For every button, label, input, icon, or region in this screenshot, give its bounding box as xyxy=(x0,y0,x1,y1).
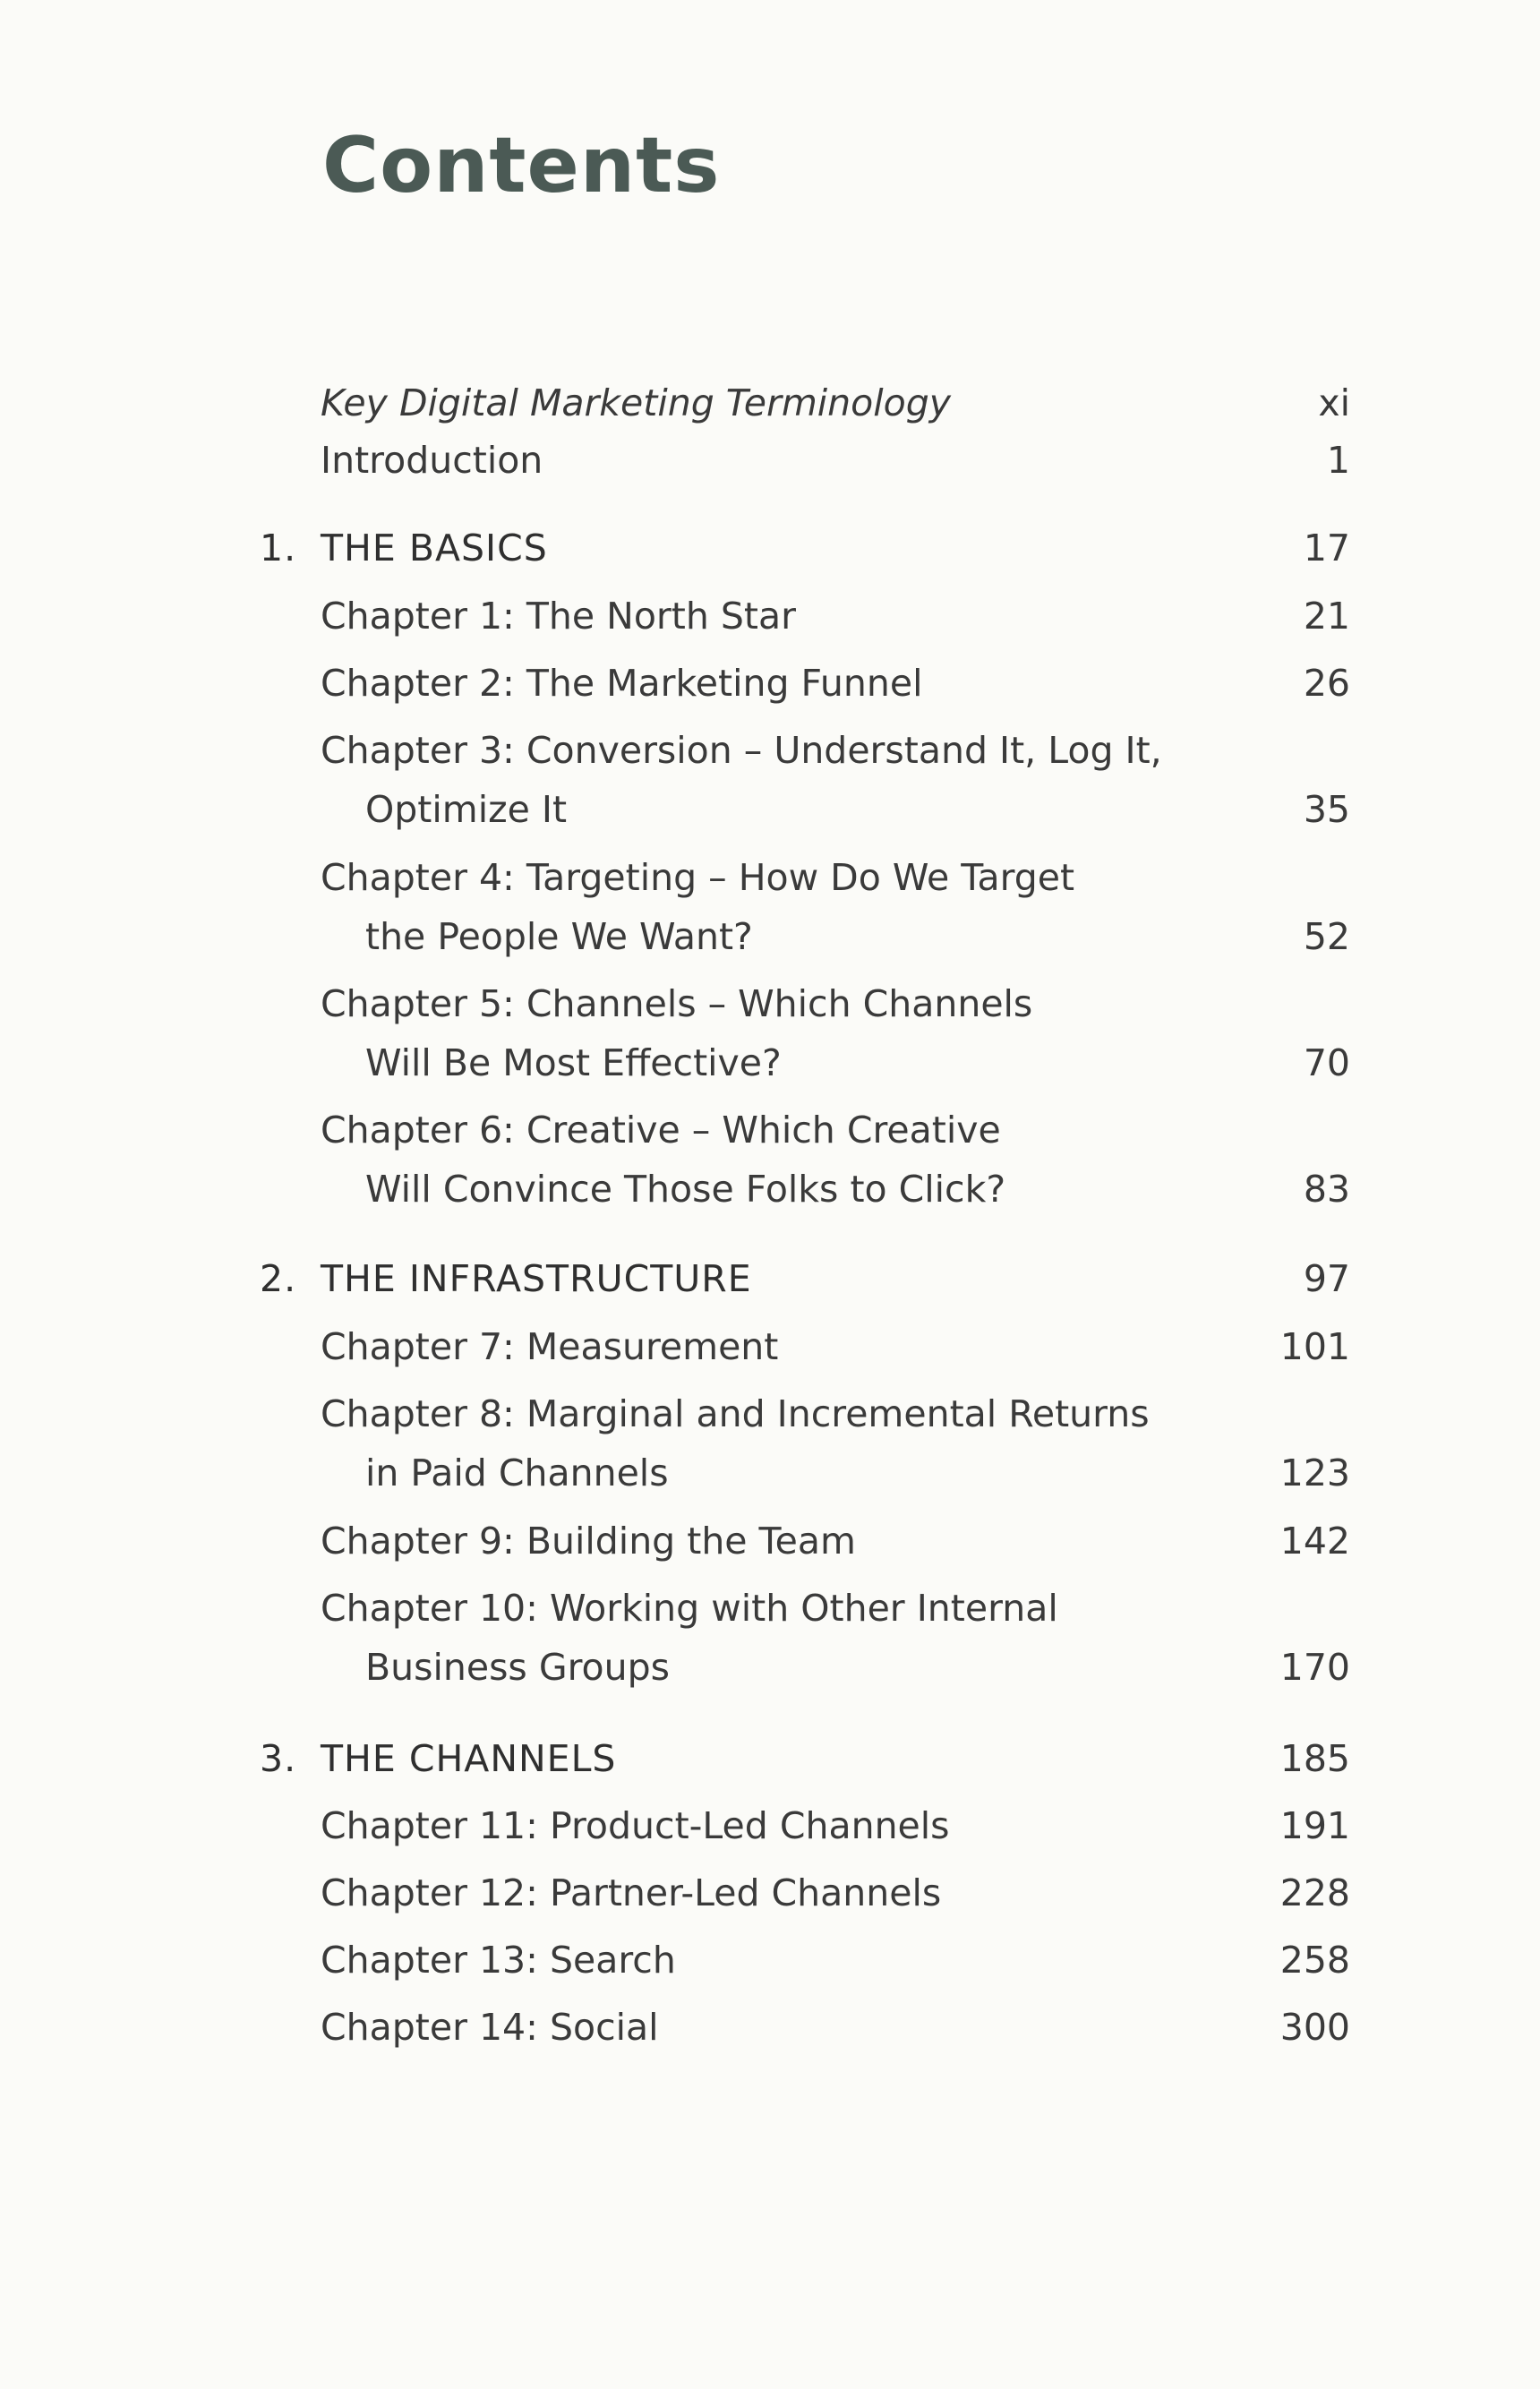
toc-chapter-label: Chapter 8: Marginal and Incremental Returns xyxy=(321,1392,1150,1435)
toc-chapter-page: 170 xyxy=(1279,1646,1350,1689)
toc-chapter-label-continued: Will Convince Those Folks to Click? xyxy=(365,1168,1006,1211)
toc-entry-page: xi xyxy=(1318,381,1350,424)
toc-entry-label: Key Digital Marketing Terminology xyxy=(321,381,952,424)
toc-chapter-page: 228 xyxy=(1279,1871,1350,1914)
toc-part-page: 97 xyxy=(1303,1257,1350,1300)
toc-chapter-label-continued: Optimize It xyxy=(365,788,568,831)
toc-chapter-page: 26 xyxy=(1303,662,1350,705)
toc-chapter-label: Chapter 9: Building the Team xyxy=(321,1520,856,1563)
toc-entry-page: 1 xyxy=(1326,439,1350,482)
toc-chapter-label-continued: Business Groups xyxy=(365,1646,671,1689)
toc-chapter-page: 52 xyxy=(1303,915,1350,958)
toc-chapter-label: Chapter 11: Product-Led Channels xyxy=(321,1804,950,1847)
toc-entry-label: Introduction xyxy=(321,439,543,482)
toc-chapter-page: 142 xyxy=(1279,1520,1350,1563)
toc-part-number: 1. xyxy=(260,527,297,569)
toc-chapter-label: Chapter 14: Social xyxy=(321,2006,659,2049)
toc-chapter-label: Chapter 2: The Marketing Funnel xyxy=(321,662,923,705)
toc-chapter-page: 191 xyxy=(1279,1804,1350,1847)
toc-chapter-label-continued: Will Be Most Effective? xyxy=(365,1041,782,1084)
toc-part-title: THE BASICS xyxy=(321,527,548,569)
toc-chapter-label: Chapter 10: Working with Other Internal xyxy=(321,1587,1058,1630)
toc-chapter-page: 70 xyxy=(1303,1041,1350,1084)
toc-chapter-label-continued: the People We Want? xyxy=(365,915,753,958)
toc-chapter-page: 35 xyxy=(1303,788,1350,831)
toc-chapter-page: 101 xyxy=(1279,1325,1350,1368)
toc-chapter-label: Chapter 5: Channels – Which Channels xyxy=(321,982,1033,1025)
toc-part-page: 185 xyxy=(1279,1737,1350,1780)
toc-chapter-label: Chapter 7: Measurement xyxy=(321,1325,779,1368)
toc-chapter-page: 258 xyxy=(1279,1939,1350,1982)
toc-chapter-label: Chapter 3: Conversion – Understand It, Log It, xyxy=(321,729,1162,772)
toc-chapter-label: Chapter 13: Search xyxy=(321,1939,676,1982)
toc-chapter-label: Chapter 1: The North Star xyxy=(321,595,796,638)
toc-part-title: THE INFRASTRUCTURE xyxy=(321,1257,752,1300)
toc-part-title: THE CHANNELS xyxy=(321,1737,617,1780)
toc-chapter-label: Chapter 4: Targeting – How Do We Target xyxy=(321,856,1075,899)
page-title: Contents xyxy=(322,121,721,210)
toc-part-number: 2. xyxy=(260,1257,297,1300)
toc-chapter-label-continued: in Paid Channels xyxy=(365,1451,669,1494)
toc-chapter-page: 21 xyxy=(1303,595,1350,638)
toc-chapter-label: Chapter 12: Partner-Led Channels xyxy=(321,1871,942,1914)
toc-chapter-label: Chapter 6: Creative – Which Creative xyxy=(321,1109,1001,1152)
toc-part-number: 3. xyxy=(260,1737,297,1780)
toc-chapter-page: 300 xyxy=(1279,2006,1350,2049)
toc-part-page: 17 xyxy=(1303,527,1350,569)
toc-chapter-page: 83 xyxy=(1303,1168,1350,1211)
toc-chapter-page: 123 xyxy=(1279,1451,1350,1494)
